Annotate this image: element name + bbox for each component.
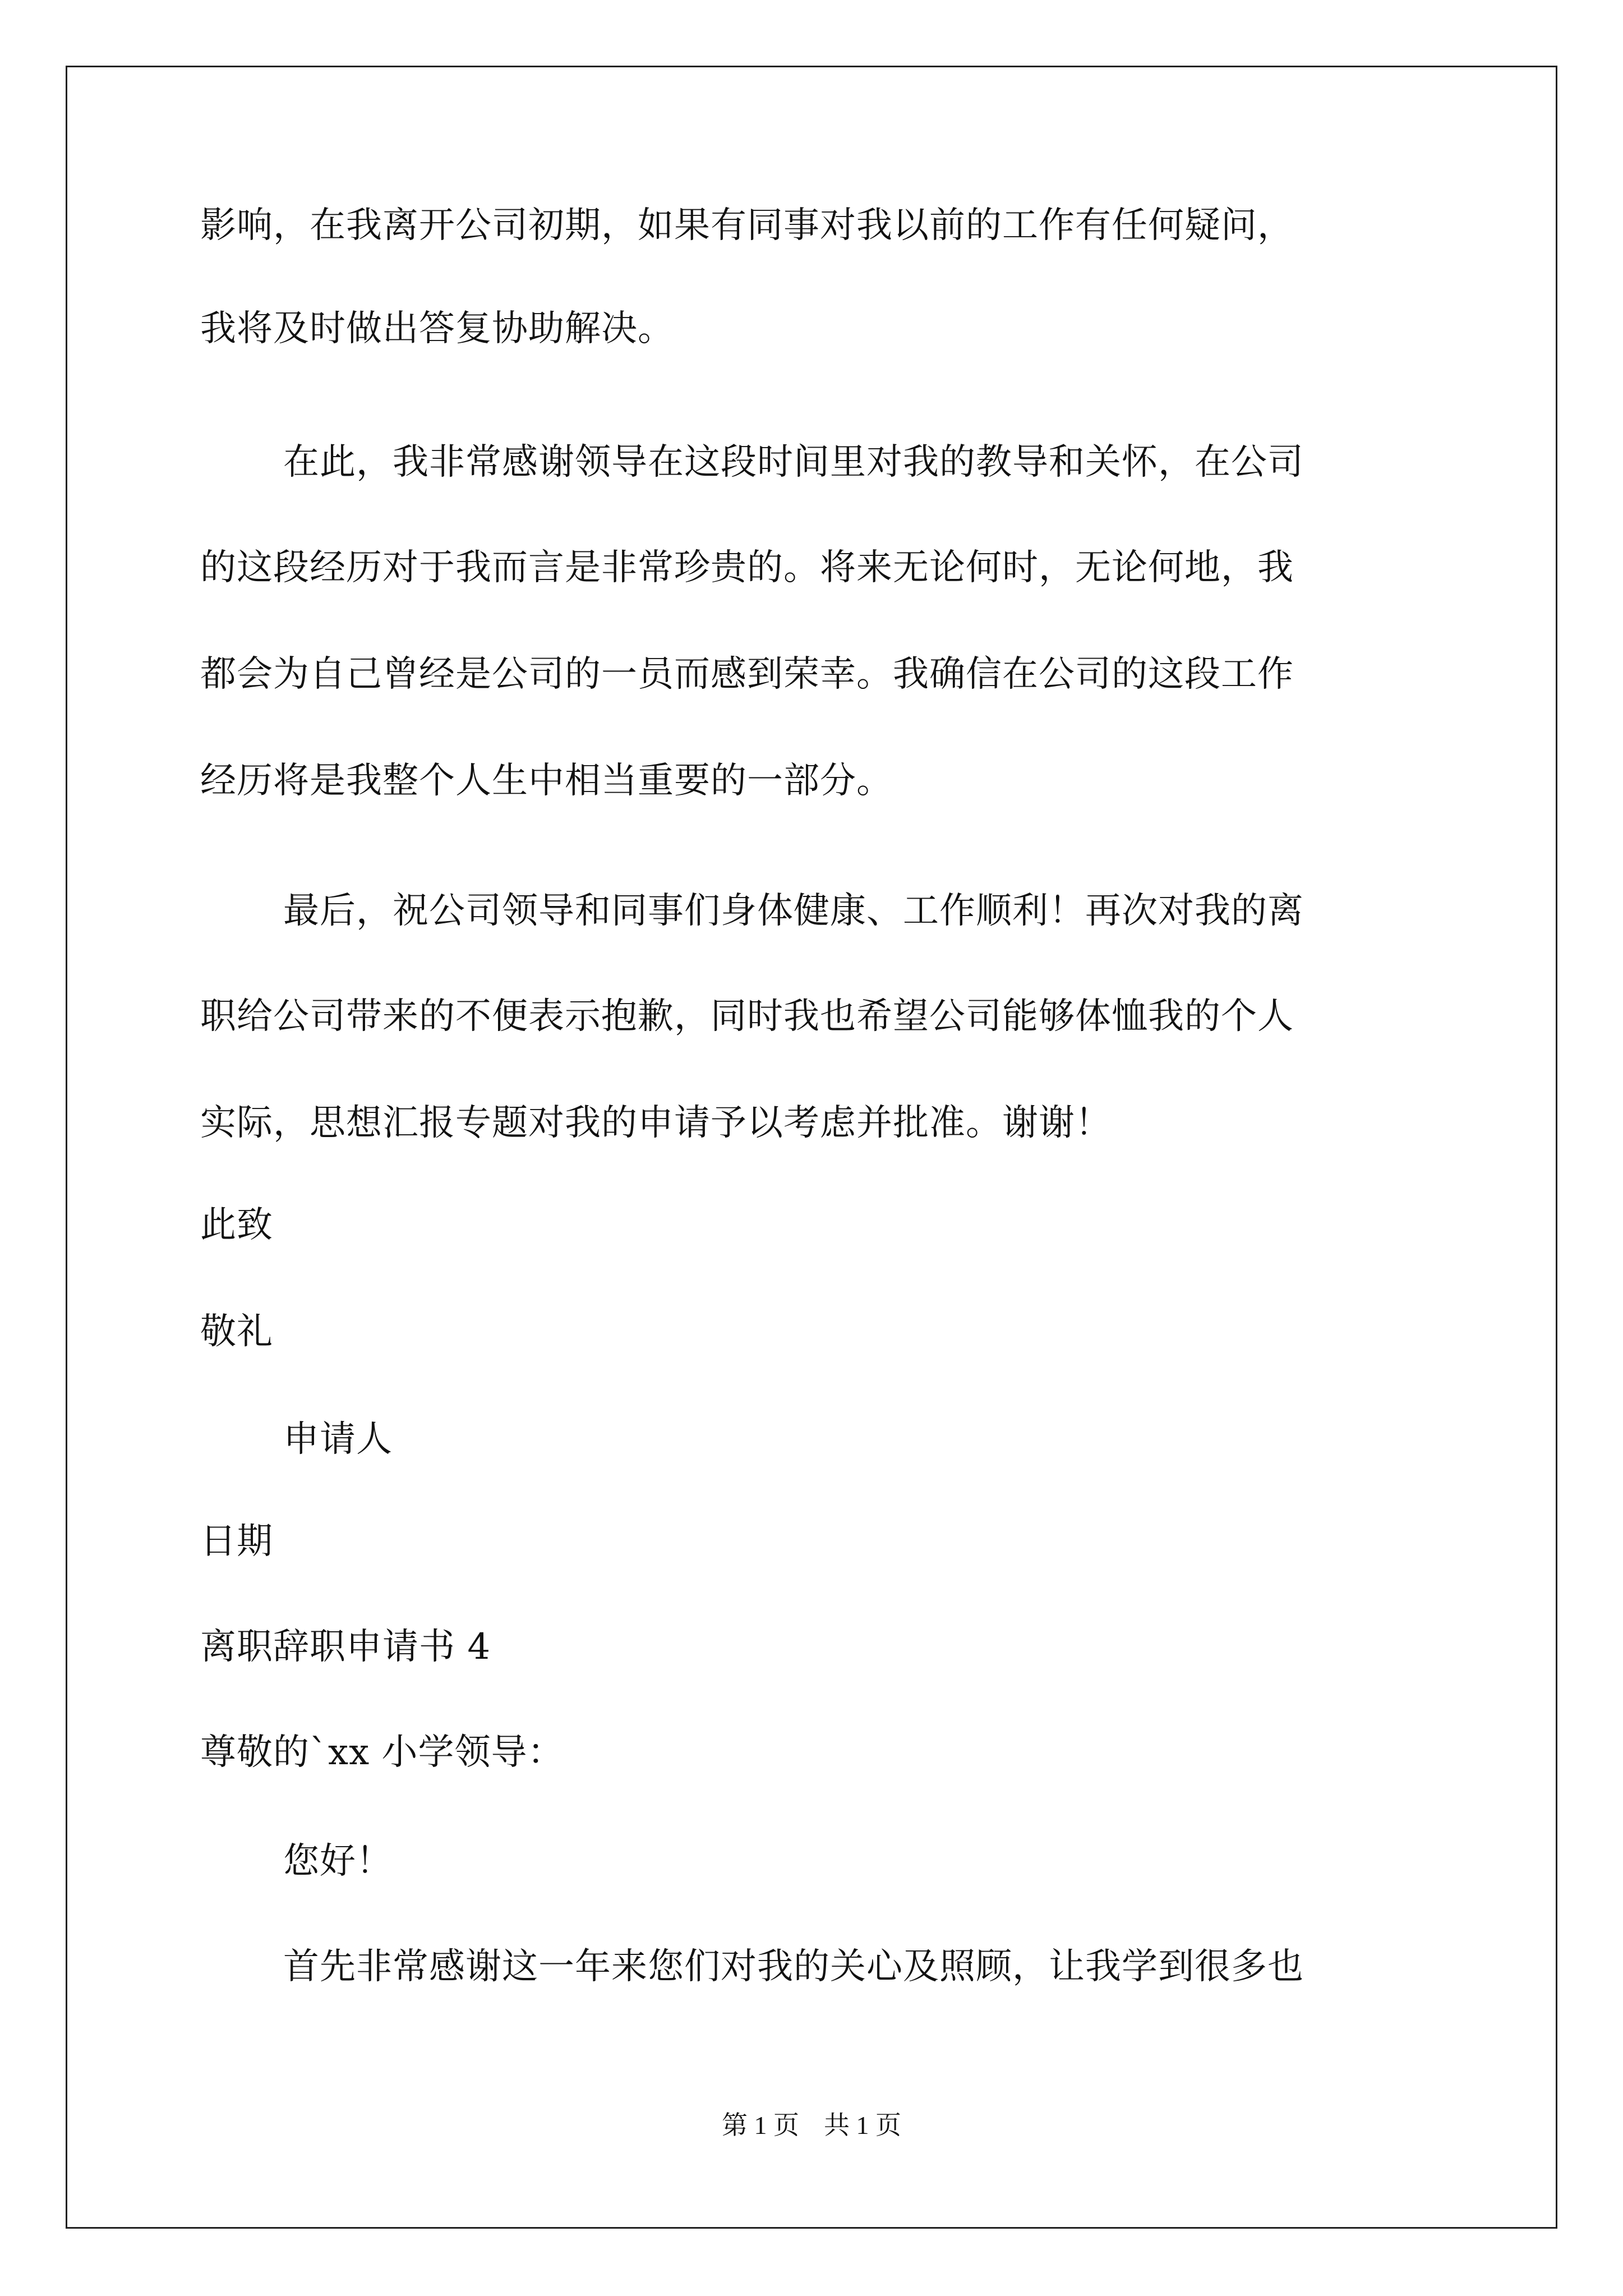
signature-applicant: 申请人 [283,1419,393,1460]
closing-regards: 敬礼 [200,1311,273,1352]
paragraph-line: 的这段经历对于我而言是非常珍贵的。将来无论何时，无论何地，我 [200,547,1294,588]
paragraph-line: 我将及时做出答复协助解决。 [200,308,674,349]
letter-hello: 您好！ [283,1841,393,1882]
signature-date: 日期 [200,1521,273,1562]
page-border [66,66,1557,2229]
paragraph-line: 职给公司带来的不便表示抱歉，同时我也希望公司能够体恤我的个人 [200,996,1294,1037]
page-number: 第 1 页 [722,2111,799,2139]
paragraph-line: 经历将是我整个人生中相当重要的一部分。 [200,760,893,802]
paragraph-line: 都会为自己曾经是公司的一员而感到荣幸。我确信在公司的这段工作 [200,654,1294,695]
page-footer [0,2105,1623,2142]
closing-salutation: 此致 [200,1204,273,1246]
letter-greeting: 尊敬的`xx 小学领导： [200,1732,564,1773]
paragraph-line: 首先非常感谢这一年来您们对我的关心及照顾，让我学到很多也 [283,1946,1304,1987]
paragraph-line: 影响，在我离开公司初期，如果有同事对我以前的工作有任何疑问， [200,205,1294,246]
section-title: 离职辞职申请书 4 [200,1626,491,1668]
paragraph-line: 实际，思想汇报专题对我的申请予以考虑并批准。谢谢！ [200,1102,1112,1144]
paragraph-line: 最后，祝公司领导和同事们身体健康、工作顺利！再次对我的离 [283,890,1304,932]
page-total: 共 1 页 [824,2111,901,2139]
paragraph-line: 在此，我非常感谢领导在这段时间里对我的教导和关怀，在公司 [283,441,1304,483]
